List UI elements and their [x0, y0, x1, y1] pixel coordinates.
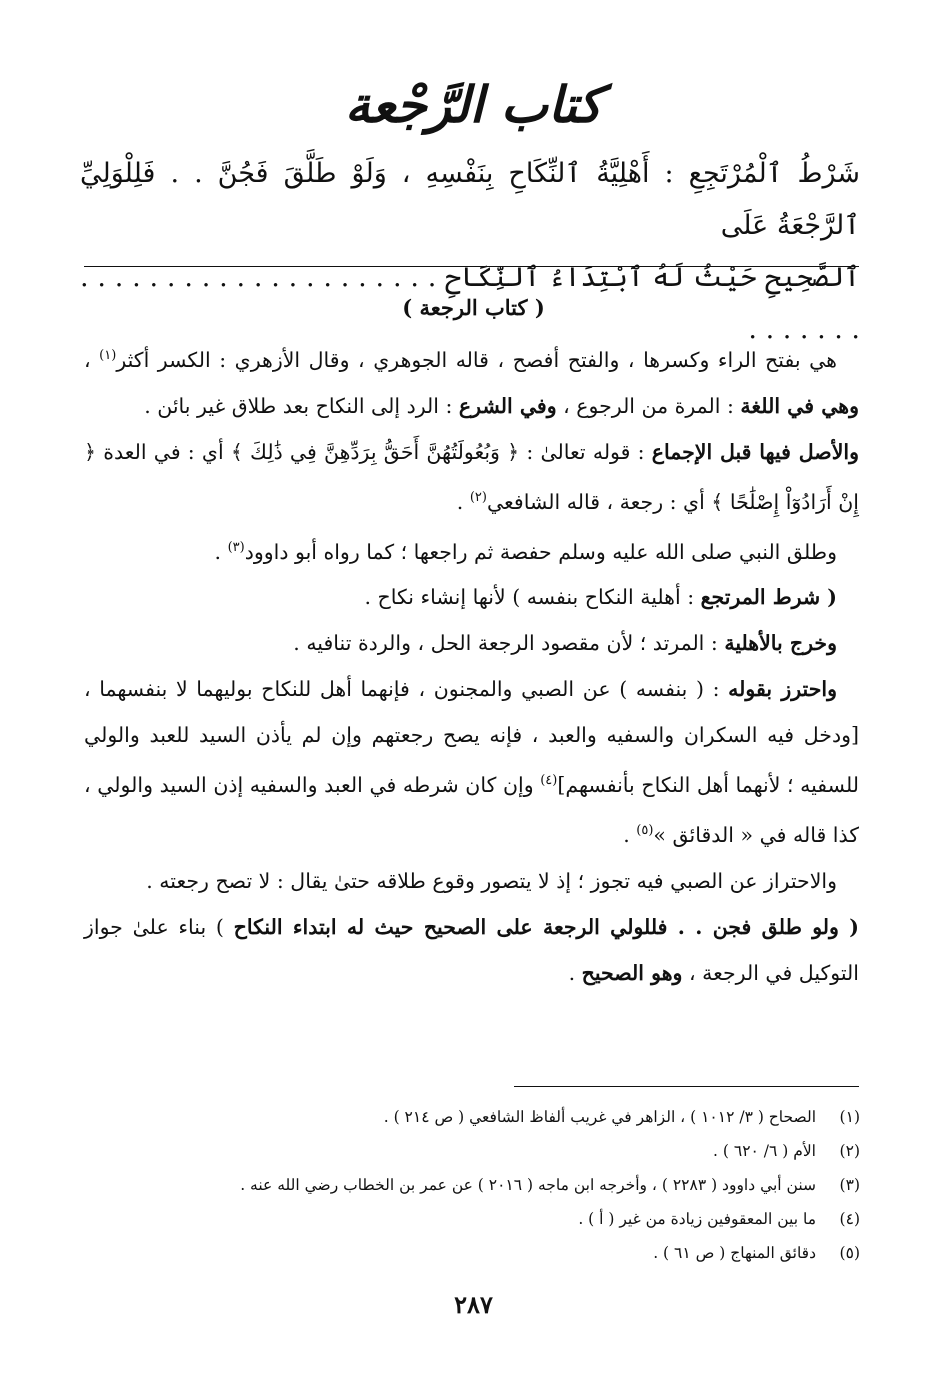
matn-line: ٱلصَّحِيحِ حَيْثُ لَهُ ٱبْتِدَاءُ ٱلنِّكَاحِ . . . . . . . . . . . . . . . . . . . . . . . . . . . .	[80, 262, 860, 345]
footnotes	[120, 1100, 860, 1270]
footnote-divider	[514, 1086, 859, 1087]
footnote-number: (٣)	[839, 1176, 860, 1194]
bold-phrase: ( شرط المرتجع	[700, 585, 837, 610]
commentary-paragraph	[84, 574, 859, 620]
text-run: : قوله تعالىٰ : ﴿ وَبُعُولَتُهُنَّ أَحَقُّ بِرَدِّهِنَّ فِي ذَٰلِكَ ﴾ أي : في العدة ﴿ إِنْ أَرَادُوٓاْ إِصْلَٰحًا ﴾ أي : رجعة ، قاله الشافعي	[84, 439, 859, 514]
footnote-text: دقائق المنهاج ( ص ٦١ ) .	[653, 1244, 816, 1262]
footnote-marker: (٤)	[540, 773, 558, 789]
bold-phrase: وخرج بالأهلية	[724, 631, 837, 656]
footnote-number: (٢)	[839, 1142, 860, 1160]
commentary-paragraph	[84, 620, 859, 666]
footnote	[120, 1134, 860, 1168]
footnote-number: (١)	[839, 1108, 860, 1126]
text-run: والاحتراز عن الصبي فيه تجوز ؛ إذ لا يتصور وقوع طلاقه حتىٰ يقال : لا تصح رجعته .	[146, 869, 837, 894]
commentary-paragraph	[84, 904, 859, 996]
footnote-number: (٤)	[839, 1210, 860, 1228]
commentary-paragraph	[84, 525, 859, 575]
footnote-marker: (٢)	[469, 489, 487, 505]
footnote-marker: (٥)	[636, 823, 654, 839]
text-run: : المرة من الرجوع ،	[556, 393, 741, 418]
footnote-number: (٥)	[839, 1244, 860, 1262]
footnote-marker: (١)	[99, 348, 117, 363]
footnote	[120, 1100, 860, 1134]
footnote	[120, 1236, 860, 1270]
text-run: : المرتد ؛ لأن مقصود الرجعة الحل ، والردة تنافيه .	[293, 631, 725, 656]
text-run: .	[214, 539, 228, 564]
commentary-paragraph	[84, 429, 859, 525]
footnote	[120, 1202, 860, 1236]
footnote-text: الصحاح ( ٣/ ١٠١٢ ) ، الزاهر في غريب ألفاظ الشافعي ( ص ٢١٤ ) .	[383, 1108, 816, 1126]
footnote-text: سنن أبي داوود ( ٢٢٨٣ ) ، وأخرجه ابن ماجه ( ٢٠١٦ ) عن عمر بن الخطاب رضي الله عنه .	[240, 1176, 816, 1194]
bold-phrase: ( ولو طلق فجن . . فللولي الرجعة على الصحيح حيث له ابتداء النكاح	[233, 915, 859, 940]
footnote	[120, 1168, 860, 1202]
page-number: ٢٨٧	[454, 1290, 493, 1319]
bold-phrase: والأصل فيها قبل الإجماع	[651, 439, 859, 464]
footnote-text: ما بين المعقوفين زيادة من غير ( أ ) .	[578, 1210, 816, 1228]
text-run: : ( بنفسه ) عن الصبي والمجنون ، فإنهما أهل للنكاح بوليهما لا بنفسهما ، [ودخل فيه السكران والسفيه والعبد ، فإنه يصح رجعتهم وإن لم يأذن السيد للعبد والولي للسفيه ؛ لأنهما أهل النكاح بأنفسهم]	[84, 677, 859, 798]
commentary-paragraph	[84, 666, 859, 858]
footnote-text: الأم ( ٦/ ٦٢٠ ) .	[713, 1142, 816, 1160]
bold-phrase: وفي الشرع	[458, 393, 557, 418]
text-run: .	[456, 489, 470, 514]
text-run: : الرد إلى النكاح بعد طلاق غير بائن .	[144, 393, 459, 418]
commentary-body	[84, 333, 859, 996]
commentary-paragraph	[84, 858, 859, 904]
text-run: .	[568, 961, 582, 986]
section-heading: ( كتاب الرجعة )	[402, 295, 545, 320]
footnote-marker: (٣)	[227, 539, 245, 555]
matn-line: شَرْطُ ٱلْمُرْتَجِعِ : أَهْلِيَّةُ ٱلنِّكَاحِ بِنَفْسِهِ ، وَلَوْ طَلَّقَ فَجُنَّ . . فَلِلْوَلِيِّ ٱلرَّجْعَةُ عَلَى	[80, 158, 860, 241]
matn-divider	[84, 266, 859, 267]
chapter-title: كتاب الرَّجْعة	[344, 75, 603, 134]
text-run: .	[623, 823, 637, 848]
text-run: ) بناء علىٰ جواز التوكيل في الرجعة ،	[84, 915, 859, 986]
text-run: هي بفتح الراء وكسرها ، والفتح أفصح ، قاله الجوهري ، وقال الأزهري : الكسر أكثر	[116, 347, 837, 372]
bold-phrase: وهي في اللغة	[740, 393, 859, 418]
text-run: ،	[84, 347, 100, 372]
text-run: وطلق النبي صلى الله عليه وسلم حفصة ثم راجعها ؛ كما رواه أبو داوود	[244, 539, 837, 564]
text-run: : أهلية النكاح بنفسه ) لأنها إنشاء نكاح .	[364, 585, 701, 610]
text-run: وإن كان شرطه في العبد والسفيه إذن السيد والولي ، كذا قاله في « الدقائق »	[84, 773, 859, 848]
bold-phrase: واحترز بقوله	[728, 677, 837, 702]
bold-phrase: وهو الصحيح	[581, 961, 683, 986]
commentary-paragraph	[84, 333, 859, 429]
